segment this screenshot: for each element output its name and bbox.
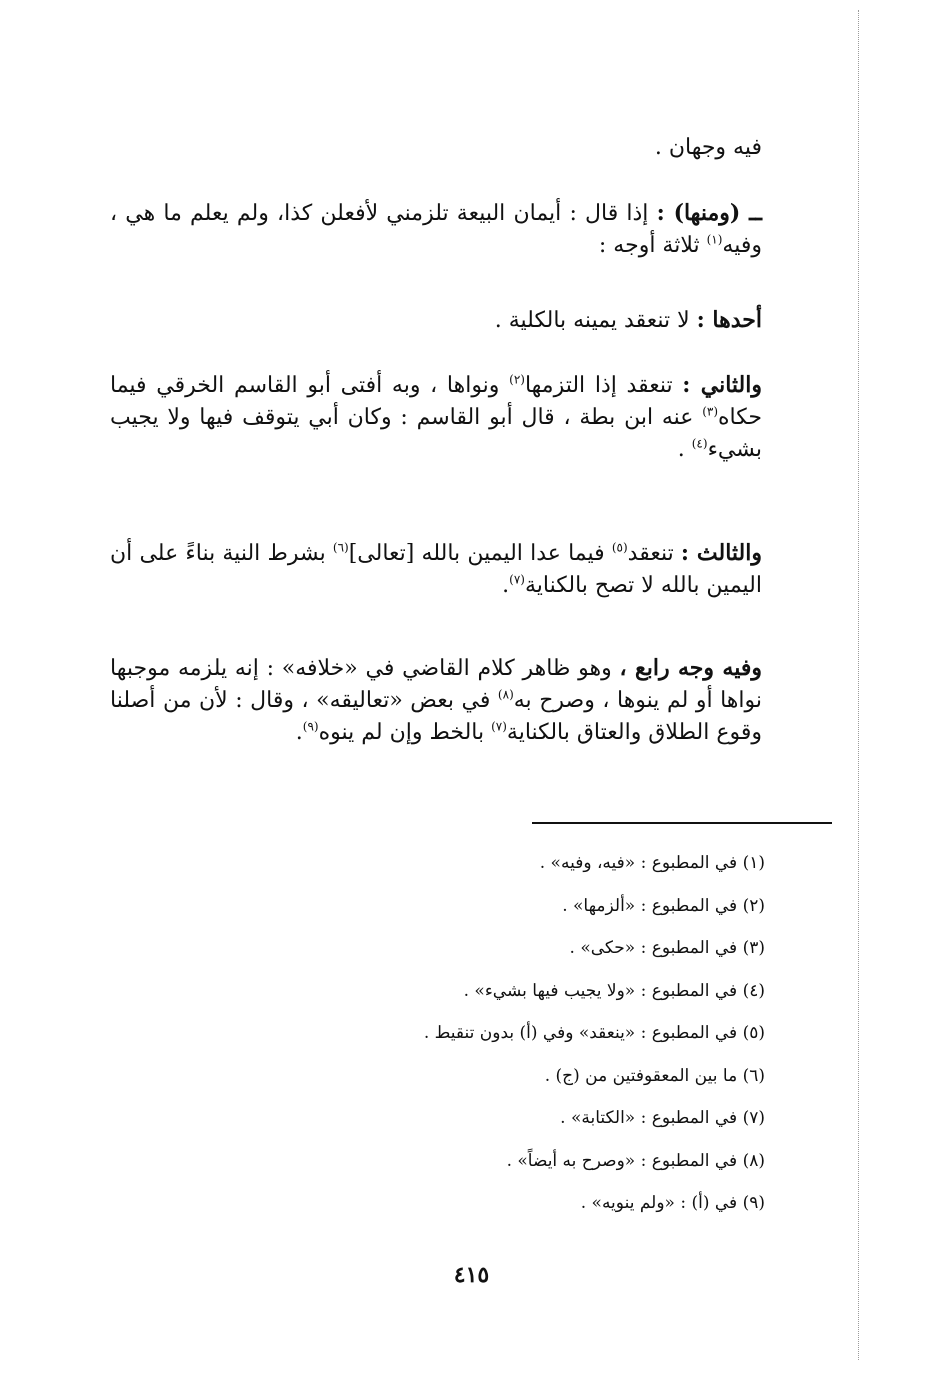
footnote-number: (١)	[742, 853, 765, 873]
footnote-ref[interactable]: (٩)	[302, 719, 319, 734]
footnote-ref[interactable]: (٣)	[702, 404, 719, 419]
footnote	[110, 885, 765, 928]
footnote-number: (٢)	[742, 895, 765, 916]
footnote	[110, 1097, 765, 1140]
paragraph-3	[110, 305, 762, 337]
paragraph-5-tail: .	[502, 572, 510, 598]
paragraph-2-body: إذا قال : أيمان البيعة تلزمني لأفعلن كذا، ولم يعلم ما هي ، وفيه	[110, 201, 762, 258]
paragraph-3-lead: أحدها :	[696, 307, 762, 333]
paragraph-2	[110, 198, 762, 262]
paragraph-3-body: لا تنعقد يمينه بالكلية .	[494, 308, 697, 333]
paragraph-4-body-3: عنه ابن بطة ، قال أبو القاسم : وكان أبي يتوقف فيها ولا يجيب بشيء	[110, 404, 762, 462]
paragraph-6-body-2: في بعض «تعاليقه» ، وقال : لأن من أصلنا وقوع الطلاق والعتاق بالكناية	[110, 687, 762, 745]
paragraph-2-tail: ثلاثة أوجه :	[598, 232, 707, 258]
paragraph-4-tail: .	[677, 436, 692, 462]
footnote-number: (٤)	[742, 980, 765, 1001]
footnote-text: ما بين المعقوفتين من (ج) .	[544, 1065, 743, 1086]
footnote-number: (٨)	[742, 1150, 765, 1171]
paragraph-6	[110, 653, 762, 749]
paragraph-5-body-3: بشرط النية بناءً على أن اليمين بالله لا تصح بالكناية	[110, 541, 762, 598]
paragraph-5-body-2: فيما عدا اليمين بالله [تعالى]	[348, 541, 612, 566]
paragraph-4-lead: والثاني :	[682, 372, 762, 398]
paragraph-5-body-1: تنعقد	[627, 541, 681, 566]
paragraph-6-body-1: وهو ظاهر كلام القاضي في «خلافه» : إنه يلزمه موجبها نواها أو لم ينوها ، وصرح به	[110, 656, 762, 713]
footnote	[110, 1012, 765, 1055]
footnote-ref[interactable]: (٥)	[611, 540, 628, 555]
footnote-text: في المطبوع : «حكى» .	[569, 938, 743, 958]
footnote-text: في المطبوع : «ينعقد» وفي (أ) بدون تنقيط .	[423, 1023, 743, 1043]
footnote-number: (٧)	[742, 1108, 765, 1128]
margin-dotted-line	[858, 10, 859, 1360]
paragraph-4	[110, 370, 762, 466]
footnote-number: (٥)	[742, 1023, 765, 1043]
footnote-text: في المطبوع : «الكتابة» .	[560, 1108, 743, 1128]
paragraph-6-body-3: بالخط وإن لم ينوه	[318, 719, 492, 745]
footnote-ref[interactable]: (٢)	[509, 372, 525, 387]
paragraph-4-body-2: ونواها ، وبه أفتى أبو القاسم الخرقي فيما حكاه	[110, 373, 762, 430]
paragraph-5	[110, 538, 762, 602]
footnote-separator	[532, 822, 832, 824]
paragraph-5-lead: والثالث :	[680, 540, 762, 566]
footnote	[110, 1055, 765, 1098]
footnote-text: في المطبوع : «ألزمها» .	[562, 895, 743, 916]
footnote	[110, 927, 765, 970]
paragraph-1	[110, 132, 762, 164]
footnote-ref[interactable]: (٧)	[509, 572, 525, 587]
footnote-ref[interactable]: (٦)	[332, 540, 349, 555]
footnote	[110, 1140, 765, 1183]
footnote-ref[interactable]: (٤)	[691, 436, 708, 451]
paragraph-6-tail: .	[295, 719, 303, 745]
paragraph-4-body-1: تنعقد إذا التزمها	[524, 373, 683, 398]
footnote-number: (٣)	[742, 938, 765, 958]
footnote-ref[interactable]: (٧)	[491, 719, 507, 734]
footnote-text: في المطبوع : «ولا يجيب فيها بشيء» .	[463, 980, 743, 1001]
paragraph-6-lead: وفيه وجه رابع ،	[619, 655, 762, 681]
footnote-text: في المطبوع : «فيه، وفيه» .	[539, 853, 743, 873]
footnote	[110, 970, 765, 1013]
footnote	[110, 842, 765, 885]
footnote-number: (٩)	[742, 1193, 765, 1213]
footnote	[110, 1182, 765, 1225]
footnote-ref[interactable]: (٨)	[497, 687, 514, 702]
paragraph-1-text: فيه وجهان .	[654, 135, 762, 160]
footnote-text: في المطبوع : «وصرح به أيضاً» .	[506, 1150, 743, 1171]
paragraph-2-lead: ــ (ومنها) :	[656, 200, 763, 226]
footnote-ref[interactable]: (١)	[706, 232, 723, 247]
page-number: ٤١٥	[453, 1262, 490, 1288]
footnotes	[110, 842, 765, 1225]
footnote-number: (٦)	[742, 1065, 765, 1086]
footnote-text: في (أ) : «ولم ينويه» .	[580, 1193, 743, 1213]
